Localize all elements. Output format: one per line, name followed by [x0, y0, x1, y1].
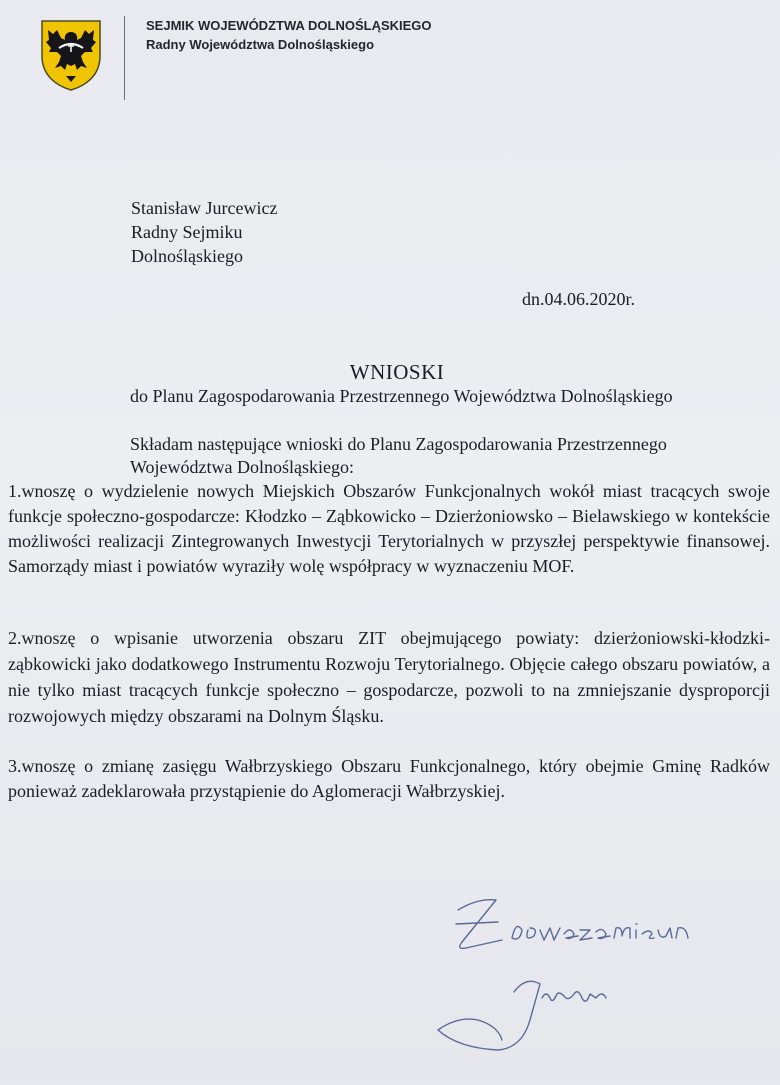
sender-region: Dolnośląskiego	[131, 246, 243, 266]
intro-paragraph	[130, 433, 770, 479]
intro-line: Składam następujące wnioski do Planu Zagospodarowania Przestrzennego	[130, 434, 667, 454]
handwritten-signature	[418, 880, 748, 1080]
letter-date: dn.04.06.2020r.	[521, 289, 635, 309]
proposal-3: 3.wnoszę o zmianę zasięgu Wałbrzyskiego Obszaru Funkcjonalnego, który obejmie Gminę Radków ponieważ zadeklarowała przystąpienie do Aglomeracji Wałbrzyskiej.	[8, 756, 770, 801]
institution-name: SEJMIK WOJEWÓDZTWA DOLNOŚLĄSKIEGO	[146, 18, 432, 33]
document-subtitle: do Planu Zagospodarowania Przestrzennego Województwa Dolnośląskiego	[130, 386, 673, 406]
proposal-2: 2.wnoszę o wpisanie utworzenia obszaru ZIT obejmującego powiaty: dzierżoniowski-kłodzki-ząbkowicki jako dodatkowego Instrumentu Rozwoju Terytorialnego. Objęcie całego obszaru powiatów, a nie tylko miast tracących funkcje społeczno – gospodarcze, pozwoli to na zmniejszanie dysproporcji rozwojowych między obszarami na Dolnym Śląsku.	[8, 628, 770, 726]
councillor-role: Radny Województwa Dolnośląskiego	[146, 37, 375, 52]
document-title: WNIOSKI	[349, 360, 445, 384]
coat-of-arms-eagle-icon	[39, 18, 103, 92]
intro-line: Województwa Dolnośląskiego:	[130, 457, 355, 477]
sender-title: Radny Sejmiku	[131, 222, 243, 242]
sender-block	[131, 196, 277, 268]
letterhead	[146, 16, 432, 54]
proposal-1: 1.wnoszę o wydzielenie nowych Miejskich Obszarów Funkcjonalnych wokół miast tracących swoje funkcje społeczno-gospodarcze: Kłodzko – Ząbkowicko – Dzierżoniowsko – Bielawskiego w kontekście możliwości realizacji Zintegrowanych Inwestycji Terytorialnych w przyszłej perspektywie finansowej. Samorządy miast i powiatów wyraziły wolę współpracy w wyznaczeniu MOF.	[8, 481, 770, 576]
header-divider	[124, 16, 125, 100]
sender-name: Stanisław Jurcewicz	[131, 198, 278, 218]
